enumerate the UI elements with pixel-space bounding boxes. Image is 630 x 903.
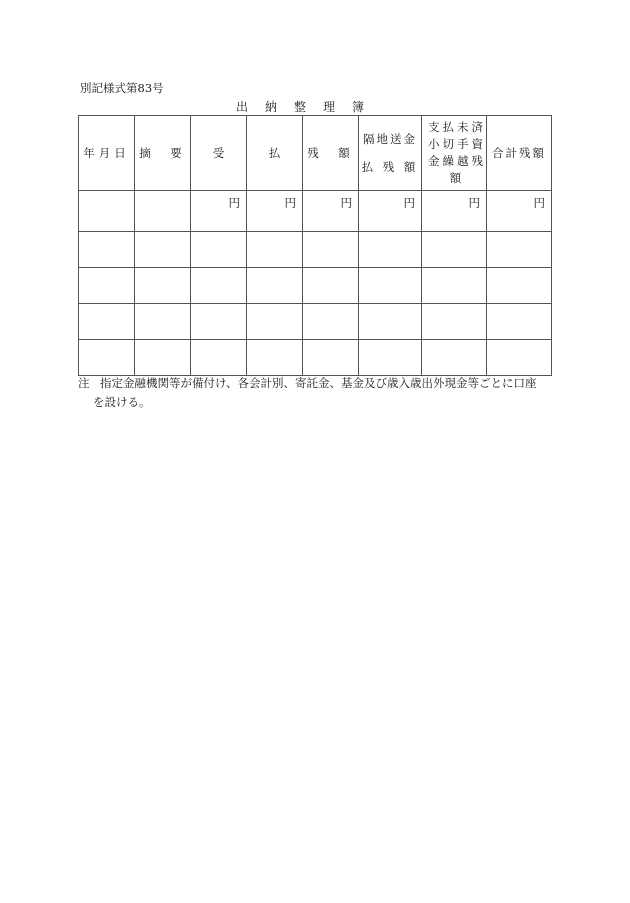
header-balance: 残 額 — [303, 116, 359, 191]
footnote-line2: を設ける。 — [93, 395, 151, 409]
header-date: 年月日 — [79, 116, 135, 191]
table-row — [79, 304, 552, 340]
table-cell — [247, 340, 303, 376]
table-cell — [303, 304, 359, 340]
table-cell — [79, 268, 135, 304]
ledger-table — [78, 115, 552, 376]
table-cell — [191, 304, 247, 340]
header-remittance-line2: 払 残 額 — [361, 160, 419, 174]
form-number-label: 別記様式第83号 — [80, 81, 164, 95]
table-cell — [79, 304, 135, 340]
footnote — [78, 374, 558, 412]
header-row — [79, 116, 552, 191]
unit-cell-balance: 円 — [303, 191, 359, 232]
header-unpaid-line4: 額 — [449, 171, 465, 185]
unit-cell-unpaid: 円 — [422, 191, 487, 232]
header-unpaid-line1: 支払未済 — [428, 120, 486, 134]
table-cell — [303, 232, 359, 268]
table-cell — [79, 191, 135, 232]
table-row — [79, 268, 552, 304]
table-cell — [359, 232, 422, 268]
table-cell — [422, 304, 487, 340]
table-cell — [135, 304, 191, 340]
table-cell — [135, 191, 191, 232]
footnote-line1: 指定金融機関等が備付け、各会計別、寄託金、基金及び歳入歳出外現金等ごとに口座 — [100, 376, 537, 390]
header-remittance-line1: 隔地送金 — [363, 132, 417, 146]
table-cell — [191, 232, 247, 268]
unit-cell-total: 円 — [487, 191, 552, 232]
unit-cell-payment: 円 — [247, 191, 303, 232]
table-cell — [487, 340, 552, 376]
table-cell — [247, 304, 303, 340]
unit-cell-remittance: 円 — [359, 191, 422, 232]
table-cell — [135, 268, 191, 304]
table-cell — [79, 340, 135, 376]
table-cell — [303, 268, 359, 304]
header-unpaid-line3: 金繰越残 — [428, 154, 486, 168]
header-receipt: 受 — [191, 116, 247, 191]
header-unpaid-line2: 小切手資 — [428, 137, 486, 151]
table-cell — [79, 232, 135, 268]
table-row — [79, 340, 552, 376]
table-cell — [422, 268, 487, 304]
table-cell — [422, 340, 487, 376]
table-cell — [135, 232, 191, 268]
document-title: 出納整理簿 — [236, 100, 382, 114]
header-payment: 払 — [247, 116, 303, 191]
table-cell — [487, 304, 552, 340]
table-cell — [422, 232, 487, 268]
footnote-mark: 注 — [78, 376, 90, 390]
unit-cell-receipt: 円 — [191, 191, 247, 232]
table-cell — [487, 268, 552, 304]
table-row — [79, 232, 552, 268]
table-cell — [191, 268, 247, 304]
table-cell — [359, 268, 422, 304]
table-cell — [359, 304, 422, 340]
header-summary: 摘 要 — [135, 116, 191, 191]
table-cell — [247, 232, 303, 268]
table-cell — [487, 232, 552, 268]
table-cell — [191, 340, 247, 376]
header-unpaid — [422, 116, 487, 191]
table-cell — [135, 340, 191, 376]
table-cell — [247, 268, 303, 304]
header-remittance — [359, 116, 422, 191]
table-cell — [359, 340, 422, 376]
table-cell — [303, 340, 359, 376]
header-total: 合計残額 — [487, 116, 552, 191]
unit-row — [79, 191, 552, 232]
